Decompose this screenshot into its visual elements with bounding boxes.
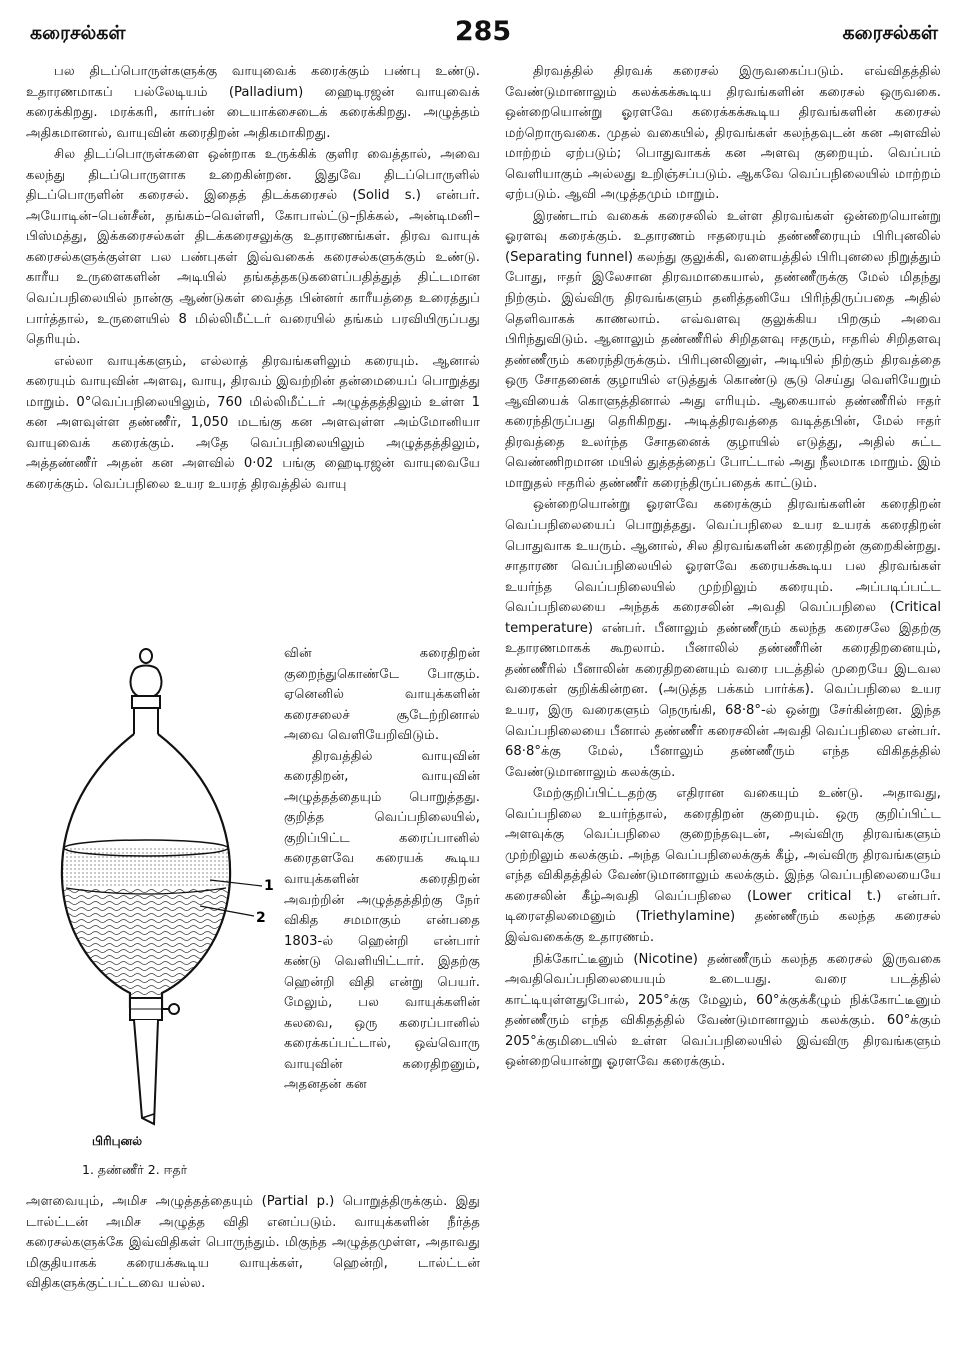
separating-funnel-figure (50, 648, 272, 1168)
figure-title: பிரிபுனல் (92, 1134, 143, 1148)
paragraph-gas-escape: வின் கரைதிறன் குறைந்துகொண்டே போகும். ஏனெனில் வாயுக்களின் கரைசலைச் சூடேற்றினால் அவை வெளியேறிவிடும். (284, 646, 480, 744)
figure-label-1: 1 (264, 878, 274, 894)
right-column (505, 62, 941, 1073)
figure-wrap-text (284, 644, 480, 1096)
running-header-left: கரைசல்கள் (30, 22, 126, 44)
left-column (26, 62, 480, 495)
figure-legend: 1. தண்ணீர் 2. ஈதர் (82, 1162, 188, 1177)
figure-label-2: 2 (256, 910, 266, 926)
paragraph-critical-temperature: ஒன்றையொன்று ஓரளவே கரைக்கும் திரவங்களின் கரைதிறன் வெப்பநிலையைப் பொறுத்தது. வெப்பநிலை உயர உயரக் கரைதிறன் பொதுவாக உயரும். ஆனால், சில திரவங்களின் கரைதிறன் குறைகின்றது. சாதாரண வெப்பநிலையில் ஓரளவே கரையக்கூடிய பல திரவங்கள் உயர்ந்த வெப்பநிலையில் முற்றிலும் கரையும். அப்படிப்பட்ட வெப்பநிலையை அந்தக் கரைசலின் அவதி வெப்பநிலை (Critical temperature) என்பர். பீனாலும் தண்ணீரும் கலந்த கரைசலே இதற்கு உதாரணமாகக் கூறலாம். பீனாலில் தண்ணீரின் கரைதிறனையும், தண்ணீரில் பீனாலின் கரைதிறனையும் வரை படத்தில் முறையே இடவல வரைகள் குறிக்கின்றன. (அடுத்த பக்கம் பார்க்க). வெப்பநிலை உயர உயர, இரு வரைகளும் நெருங்கி, 68·8°-ல் ஒன்று சேர்கின்றன. இந்த வெப்பநிலையை பீனால் தண்ணீர் கரைசலின் அவதி வெப்பநிலை என்பர். 68·8°க்கு மேல், பீனாலும் தண்ணீரும் எந்த விகிதத்தில் வேண்டுமானாலும் கலக்கும். (505, 497, 941, 780)
running-header-right: கரைசல்கள் (842, 22, 938, 44)
paragraph-gas-solubility: எல்லா வாயுக்களும், எல்லாத் திரவங்களிலும் கரையும். ஆனால் கரையும் வாயுவின் அளவு, வாயு, திரவம் இவற்றின் தன்மையைப் பொறுத்து மாறும். 0°வெப்பநிலையிலும், 760 மில்லிமீட்டர் அழுத்தத்திலும் உள்ள 1 கன அளவுள்ள தண்ணீர், 1,050 மடங்கு கன அளவுள்ள அம்மோனியா வாயுவைக் கரைக்கும். அதே வெப்பநிலையிலும் அழுத்தத்திலும், அத்தண்ணீர் அதன் கன அளவில் 0·02 பங்கு ஹைடிரஜன் வாயுவையே கரைக்கும். வெப்பநிலை உயர உயரத் திரவத்தில் வாயு (26, 353, 480, 492)
separating-funnel-illustration (50, 648, 272, 1128)
paragraph-solid-solutions: சில திடப்பொருள்களை ஒன்றாக உருக்கிக் குளிர வைத்தால், அவை கலந்து திடப்பொருளாக உறைகின்றன. இதுவே திடப்பொருளில் திடப்பொருளின் கரைசல். இதைத் திடக்கரைசல் (Solid s.) என்பர். அயோடின்–பென்சீன், தங்கம்–வெள்ளி, கோபால்ட்டு–நிக்கல், அன்டிமனி–பிஸ்மத்து, இக்கரைசல்கள் திடக்கரைசலுக்கு உதாரணங்கள். திரவ வாயுக் கரைசல்களுக்குள்ள பல பண்புகள் இவ்வகைக் கரைசல்களுக்கும் உண்டு. காரீய உருளைகளின் அடியில் தங்கத்தகடுகளைப்பதித்துத் திட்டமான வெப்பநிலையில் நான்கு ஆண்டுகள் வைத்த பின்னர் காரீயத்தை உரைத்துப் பார்த்தால், உருளையில் 8 மில்லிமீட்டர் வரையில் தங்கம் பரவியிருப்பது தெரியும். (26, 147, 480, 348)
paragraph-lower-critical: மேற்குறிப்பிட்டதற்கு எதிரான வகையும் உண்டு. அதாவது, வெப்பநிலை உயர்ந்தால், கரைதிறன் குறையும். ஒரு குறிப்பிட்ட அளவுக்கு வெப்பநிலை குறைந்தவுடன், அவ்விரு திரவங்களும் முற்றிலும் கலக்கும். அந்த வெப்பநிலைக்குக் கீழ், அவ்விரு திரவங்களும் எந்த விகிதத்தில் வேண்டுமானாலும் கலக்கும். இந்த வெப்பநிலையையே கரைசலின் கீழ்அவதி வெப்பநிலை (Lower critical t.) என்பர். டிரைஎதிலமைனும் (Triethylamine) தண்ணீரும் கலந்த கரைசல் இவ்வகைக்கு உதாரணம். (505, 786, 941, 945)
paragraph-liquid-liquid: திரவத்தில் திரவக் கரைசல் இருவகைப்படும். எவ்விதத்தில் வேண்டுமானாலும் கலக்கக்கூடிய திரவங்களின் கரைசல் ஒருவகை. ஒன்றையொன்று ஓரளவே கரைக்கக்கூடிய திரவங்களின் கரைசல் மற்றொருவகை. முதல் வகையில், திரவங்கள் கலந்தவுடன் கன அளவில் மாற்றம் ஏற்படும்; பொதுவாகக் கன அளவு குறையும். வெப்பம் வெளியாகும் அல்லது உறிஞ்சப்படும். ஆகவே வெப்பநிலையில் மாற்றம் ஏற்படும். ஆவி அழுத்தமும் மாறும். (505, 64, 941, 203)
paragraph-palladium: பல திடப்பொருள்களுக்கு வாயுவைக் கரைக்கும் பண்பு உண்டு. உதாரணமாகப் பல்லேடியம் (Palladium) ஹைடிரஜன் வாயுவைக் கரைக்கிறது. மரக்கரி, கார்பன் டையாக்சைடைக் கரைக்கிறது. அழுத்தம் அதிகமானால், வாயுவின் கரைதிறன் அதிகமாகிறது. (26, 64, 480, 141)
paragraph-henry-law: திரவத்தில் வாயுவின் கரைதிறன், வாயுவின் அழுத்தத்தையும் பொறுத்தது. குறித்த வெப்பநிலையில், குறிப்பிட்ட கரைப்பானில் கரைதளவே கரையக் கூடிய வாயுக்களின் கரைதிறன் அவற்றின் அழுத்தத்திற்கு நேர் விகித சமமாகும் என்பதை 1803-ல் ஹென்றி என்பார் கண்டு வெளியிட்டார். இதற்கு ஹென்றி விதி என்று பெயர். மேலும், பல வாயுக்களின் கலவை, ஒரு கரைப்பானில் கரைக்கப்பட்டால், ஒவ்வொரு வாயுவின் கரைதிறனும், அதனதன் கன (284, 748, 480, 1093)
page-number: 285 (454, 16, 512, 47)
paragraph-dalton-law: அளவையும், அமிச அழுத்தத்தையும் (Partial p.) பொறுத்திருக்கும். இது டால்ட்டன் அமிச அழுத்த விதி எனப்படும். வாயுக்களின் நீர்த்த கரைசல்களுக்கே இவ்விதிகள் பொருந்தும். மிகுந்த அழுத்தமுள்ள, அதாவது மிகுதியாகக் கரையக்கூடிய வாயுக்கள், ஹென்றி, டால்ட்டன் விதிகளுக்குட்பட்டவை யல்ல. (26, 1194, 480, 1292)
paragraph-second-type: இரண்டாம் வகைக் கரைசலில் உள்ள திரவங்கள் ஒன்றையொன்று ஓரளவு கரைக்கும். உதாரணம் ஈதரையும் தண்ணீரையும் பிரிபுனலில் (Separating funnel) கலந்து குலுக்கி, வளையத்தில் பிரிபுனலை நிறுத்தும் போது, ஈதர் இலேசான திரவமாகையால், தண்ணீருக்கு மேல் மிதந்து நிற்கும். இவ்விரு திரவங்களும் தனித்தனியே பிரிந்திருப்பதை அதில் தெளிவாகக் காணலாம். எவ்வளவு குலுக்கிய பிறகும் அவை பிரிந்துவிடும். ஆனாலும் தண்ணீரில் சிறிதளவு ஈதரும், ஈதரில் சிறிதளவு தண்ணீரும் கரைந்திருக்கும். பிரிபுனலினுள், அடியில் நிற்கும் திரவத்தை ஒரு சோதனைக் குழாயில் எடுத்துக் கொண்டு சூடு செய்து வெளியேறும் ஆவியைக் கொளுத்தினால் அது எரியும். ஆகையால் தண்ணீரில் ஈதர் கரைந்திருப்பது தெரிகிறது. அடித்திரவத்தை வடித்தபின், மேல் ஈதர் திரவத்தை உலர்ந்த சோதனைக் குழாயில் எடுத்து, அதில் சுட்ட வெண்ணிறமான மயில் துத்தத்தைப் போட்டால் அது நீலமாக மாறும். இம் மாறுதல் ஈதரில் தண்ணீர் கரைந்திருப்பதைக் காட்டும். (505, 208, 941, 491)
paragraph-nicotine: நிக்கோட்டீனும் (Nicotine) தண்ணீரும் கலந்த கரைசல் இருவகை அவதிவெப்பநிலையையும் உடையது. வரை படத்தில் காட்டியுள்ளதுபோல், 205°க்கு மேலும், 60°க்குக்கீழும் நிக்கோட்டீனும் தண்ணீரும் எந்த விகிதத்தில் வேண்டுமானாலும் கலக்கும். 60°க்கும் 205°க்குமிடையில் உள்ள வெப்பநிலையில் இவ்விரு திரவங்களும் ஒன்றையொன்று ஓரளவே கரைக்கும். (505, 951, 941, 1070)
